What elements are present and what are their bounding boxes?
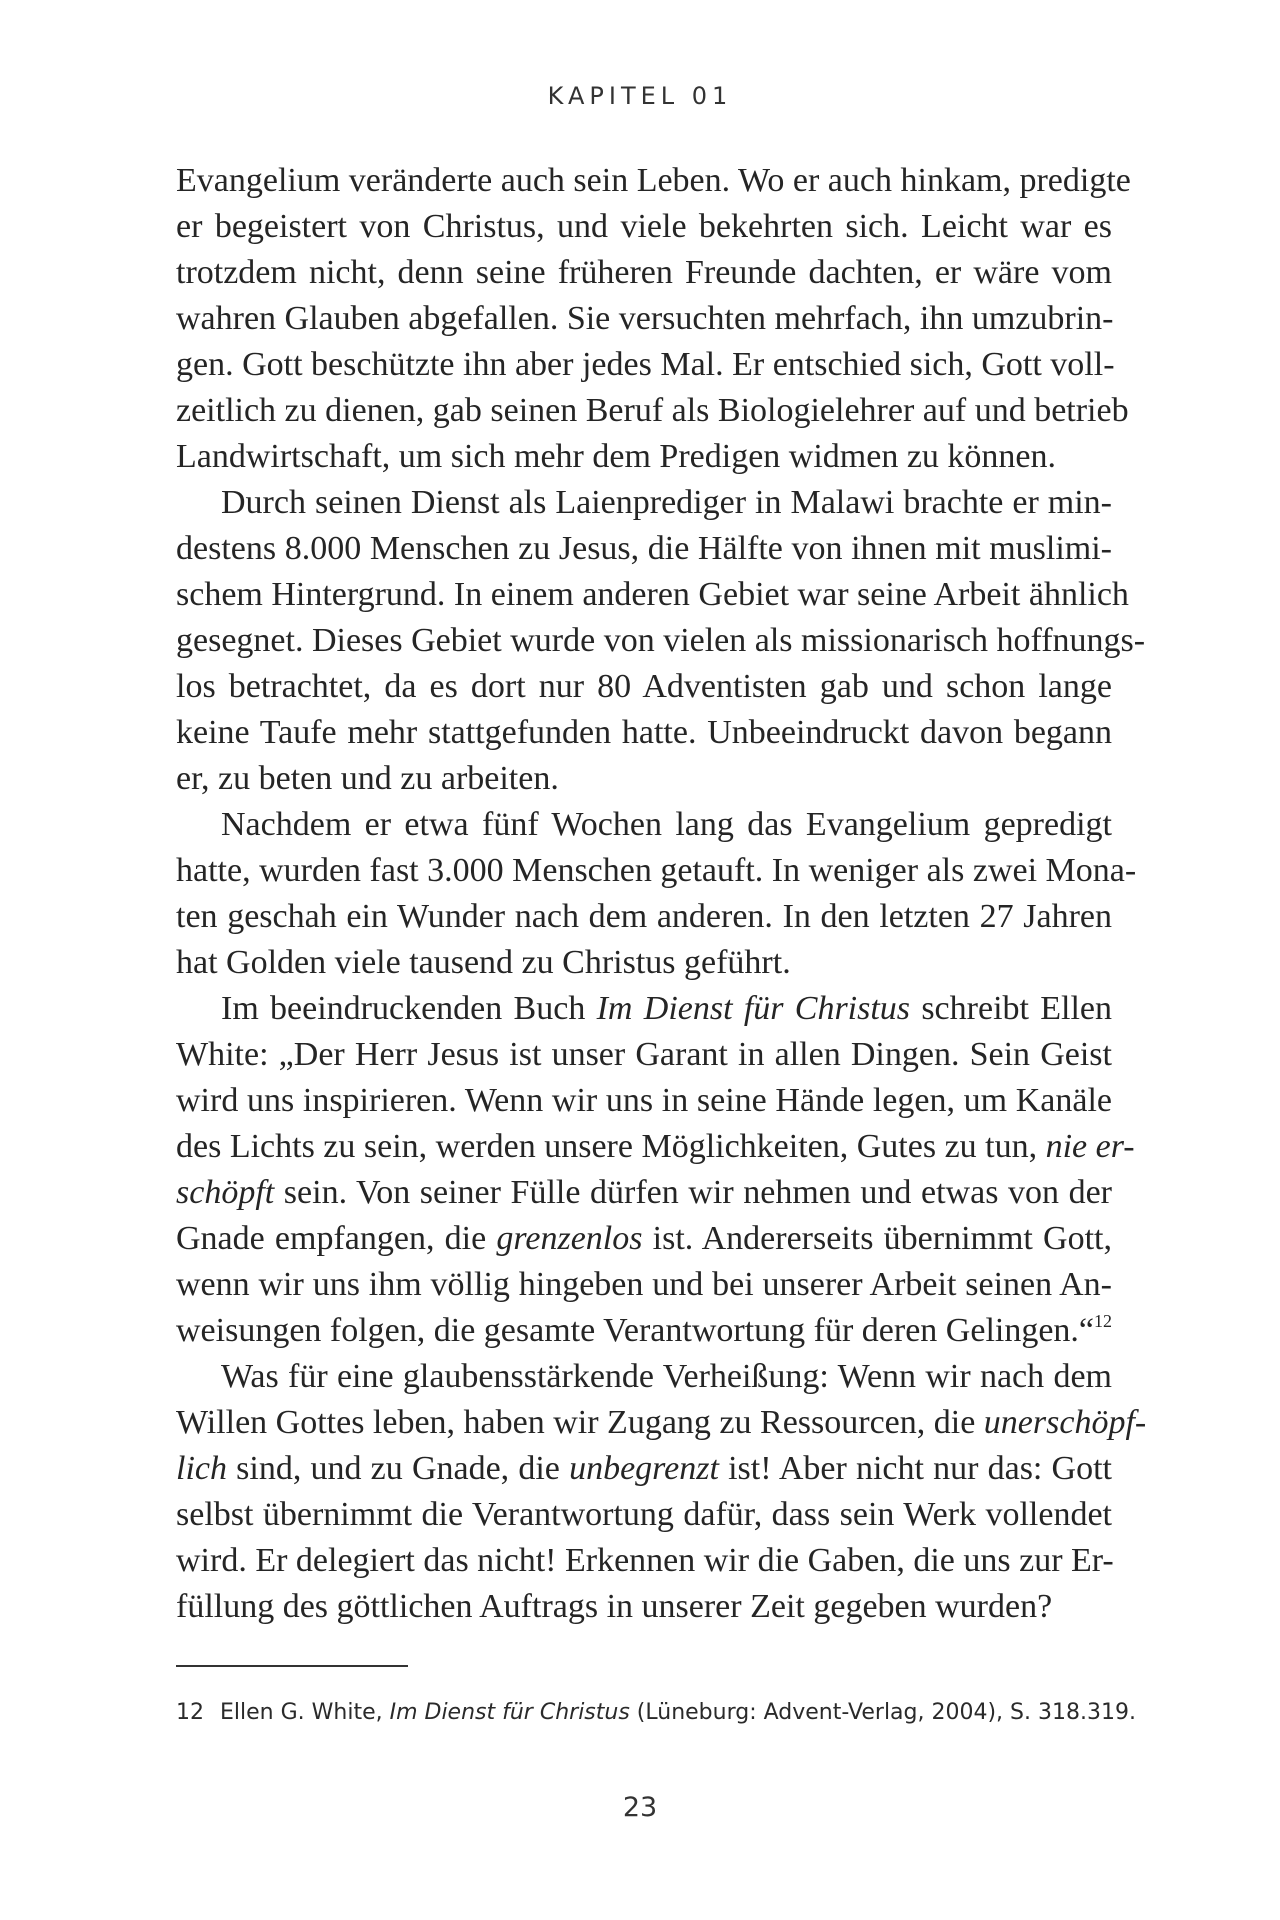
text-run: er begeistert von Christus, und viele bekehrten sich. Leicht war es [176, 208, 1112, 245]
text-run: los betrachtet, da es dort nur 80 Adventisten gab und schon lange [176, 668, 1112, 705]
text-run: weisungen folgen, die gesamte Verantwortung für deren Gelingen.“ [176, 1312, 1095, 1349]
text-line [176, 480, 1112, 526]
text-run: trotzdem nicht, denn seine früheren Freunde dachten, er wäre vom [176, 254, 1112, 291]
text-line [176, 1354, 1112, 1400]
text-run: Durch seinen Dienst als Laienprediger in Malawi brachte er min- [221, 484, 1112, 521]
text-run: Gnade empfangen, die [176, 1220, 497, 1257]
footnote-reference: 12 [1094, 1311, 1113, 1331]
text-run: er, zu beten und zu arbeiten. [176, 760, 559, 797]
text-line [176, 388, 1129, 434]
text-run: Willen Gottes leben, haben wir Zugang zu Ressourcen, die [176, 1404, 984, 1441]
italic-text: unerschöpf- [983, 1404, 1147, 1441]
text-line [176, 756, 1112, 802]
text-run: wird uns inspirieren. Wenn wir uns in seine Hände legen, um Kanäle [176, 1082, 1112, 1119]
text-run: destens 8.000 Menschen zu Jesus, die Hälfte von ihnen mit muslimi- [176, 530, 1112, 567]
text-run: keine Taufe mehr stattgefunden hatte. Unbeeindruckt davon begann [176, 714, 1112, 751]
footnote [176, 1698, 1136, 1728]
text-run: Evangelium veränderte auch sein Leben. Wo er auch hinkam, predigte [176, 162, 1131, 199]
text-line [176, 572, 1129, 618]
footnote-number: 12 [176, 1700, 204, 1725]
text-line [176, 848, 1137, 894]
text-run: hat Golden viele tausend zu Christus geführt. [176, 944, 791, 981]
italic-text: grenzenlos [496, 1220, 643, 1257]
paragraph [176, 802, 1137, 986]
text-line [176, 1538, 1112, 1584]
text-run: Landwirtschaft, um sich mehr dem Predigen widmen zu können. [176, 438, 1056, 475]
paragraph [176, 1354, 1147, 1630]
footnote-text-before: Ellen G. White, [220, 1700, 390, 1725]
text-line [176, 710, 1112, 756]
text-line [176, 1262, 1112, 1308]
running-head: KAPITEL 01 [547, 82, 733, 110]
text-line [176, 894, 1112, 940]
text-run: gesegnet. Dieses Gebiet wurde von vielen als missionarisch hoffnungs- [176, 622, 1146, 659]
text-run: ist. Andererseits übernimmt Gott, [642, 1220, 1112, 1257]
italic-text: schöpft [176, 1174, 275, 1211]
text-line [176, 1032, 1112, 1078]
paragraph [176, 158, 1131, 480]
text-run: gen. Gott beschützte ihn aber jedes Mal. Er entschied sich, Gott voll- [176, 346, 1115, 383]
text-run: White: „Der Herr Jesus ist unser Garant in allen Dingen. Sein Geist [176, 1036, 1112, 1073]
text-line [176, 618, 1146, 664]
text-line [176, 1446, 1112, 1492]
paragraph [176, 986, 1135, 1354]
text-run: schem Hintergrund. In einem anderen Gebiet war seine Arbeit ähnlich [176, 576, 1129, 613]
text-run: wenn wir uns ihm völlig hingeben und bei unserer Arbeit seinen An- [176, 1266, 1112, 1303]
text-line [176, 1170, 1112, 1216]
text-run: wird. Er delegiert das nicht! Erkennen wir die Gaben, die uns zur Er- [176, 1542, 1114, 1579]
text-line [176, 1216, 1112, 1262]
text-run: schreibt Ellen [910, 990, 1112, 1027]
text-line [176, 1400, 1147, 1446]
paragraph [176, 480, 1146, 802]
text-line [176, 434, 1112, 480]
text-line [176, 342, 1115, 388]
text-line [176, 664, 1112, 710]
page-number: 23 [622, 1792, 658, 1823]
text-run: sein. Von seiner Fülle dürfen wir nehmen und etwas von der [274, 1174, 1112, 1211]
text-run: ist! Aber nicht nur das: Gott [718, 1450, 1112, 1487]
footnote-book-title: Im Dienst für Christus [389, 1700, 630, 1725]
footnote-divider [176, 1665, 408, 1667]
text-line [176, 296, 1112, 342]
text-line [176, 802, 1112, 848]
text-run: des Lichts zu sein, werden unsere Möglichkeiten, Gutes zu tun, [176, 1128, 1046, 1165]
text-line [176, 940, 1112, 986]
text-run: Was für eine glaubensstärkende Verheißung: Wenn wir nach dem [221, 1358, 1112, 1395]
italic-text: Im Dienst für Christus [596, 990, 911, 1027]
text-line [176, 526, 1112, 572]
text-line [176, 1584, 1112, 1630]
text-run: ten geschah ein Wunder nach dem anderen. In den letzten 27 Jahren [176, 898, 1112, 935]
text-run: hatte, wurden fast 3.000 Menschen getauft. In weniger als zwei Mona- [176, 852, 1137, 889]
text-line [176, 1308, 1112, 1354]
text-line [176, 1124, 1135, 1170]
text-line [176, 1492, 1112, 1538]
text-line [176, 986, 1112, 1032]
italic-text: unbegrenzt [569, 1450, 719, 1487]
italic-text: lich [176, 1450, 227, 1487]
text-line [176, 250, 1112, 296]
text-line [176, 158, 1131, 204]
text-run: zeitlich zu dienen, gab seinen Beruf als Biologielehrer auf und betrieb [176, 392, 1129, 429]
body-text [176, 158, 1147, 1630]
text-line [176, 1078, 1112, 1124]
text-line [176, 204, 1112, 250]
text-run: Nachdem er etwa fünf Wochen lang das Evangelium gepredigt [221, 806, 1112, 843]
text-run: sind, und zu Gnade, die [226, 1450, 570, 1487]
text-run: füllung des göttlichen Auftrags in unserer Zeit gegeben wurden? [176, 1588, 1053, 1625]
text-run: selbst übernimmt die Verantwortung dafür, dass sein Werk vollendet [176, 1496, 1112, 1533]
italic-text: nie er- [1045, 1128, 1135, 1165]
footnote-text-after: (Lüneburg: Advent-Verlag, 2004), S. 318.319. [629, 1700, 1136, 1725]
text-run: wahren Glauben abgefallen. Sie versuchten mehrfach, ihn umzubrin- [176, 300, 1114, 337]
text-run: Im beeindruckenden Buch [221, 990, 597, 1027]
